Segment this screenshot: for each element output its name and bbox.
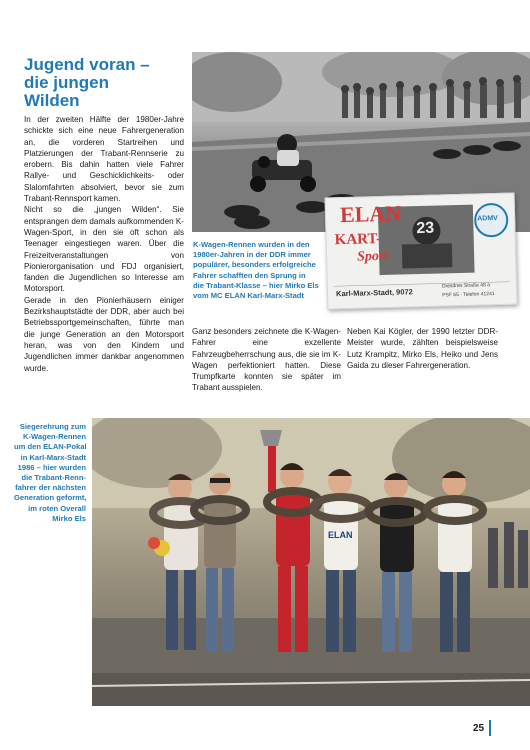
caption-top-line: populärer, besonders erfolgreiche <box>193 260 316 270</box>
ticket-kart-number: 23 <box>416 219 435 238</box>
ticket-badge: ADMV <box>477 214 498 223</box>
caption-bottom-line: Siegerehrung zum <box>19 422 86 431</box>
heading-line-2: die jungen <box>24 73 109 92</box>
section-heading <box>24 56 184 110</box>
right-column-text: Neben Kai Kögler, der 1990 letzter DDR-Meister wurde, zählten beispielsweise Lutz Krampitz, Mirko Els, Heiko und Jens Gaida zu dieser Fahrergeneration. <box>347 327 498 370</box>
top-photo-caption <box>193 240 333 301</box>
paragraph-2: Nicht so die „jungen Wilden“. Sie entsprangen dem damals aufkommenden K-Wagen-Sport, in den sie oft schon als Teenager eingestiegen waren. Über die Freizeitveranstaltungen von Pionierorganisation und FDJ organisiert, fanden die Jugendlichen so Interesse am Motorsport. <box>24 205 184 294</box>
ticket-address: Karl-Marx-Stadt, 9072 <box>335 287 413 299</box>
caption-bottom-line: 1986 – hier wurden <box>17 462 86 472</box>
award-ceremony-illustration <box>92 418 530 706</box>
caption-bottom-line: Generation geformt, <box>14 493 87 503</box>
caption-bottom-line: in Karl-Marx-Stadt <box>20 452 86 462</box>
heading-line-1: Jugend voran – <box>24 55 150 74</box>
left-column-text <box>24 114 184 374</box>
caption-bottom-line: fahrer der nächsten <box>15 483 86 493</box>
ticket-brand: ELAN <box>339 200 402 228</box>
caption-bottom-line: um den ELAN-Pokal <box>14 442 87 452</box>
caption-top-line: 1980er-Jahren in der DDR immer <box>193 250 311 260</box>
caption-top-line: Fahrer schafften den Sprung in <box>193 270 306 280</box>
caption-top-line: die Trabant-Klasse – hier Mirko Els <box>193 280 319 290</box>
jersey-text: ELAN <box>328 530 353 540</box>
ticket-phone: PSF 65 · Telefon 41241 <box>442 291 495 299</box>
caption-bottom-line: Mirko Els <box>52 513 86 523</box>
page-number-bar <box>489 720 491 736</box>
caption-bottom-line: im roten Overall <box>28 503 86 513</box>
paragraph-1: In der zweiten Hälfte der 1980er-Jahre schickte sich eine neue Fahrergeneration an, die vorderen Startreihen und Platzierungen der Trabant-Rennserie zu erobern. Bis dahin hatten viele Fahrer Rallye- und Geschicklichkeits- oder Slalomfahrten absolviert, bevor sie zum Trabant-Rennsport kamen. <box>24 115 184 204</box>
elan-kart-sport-ticket <box>325 193 518 310</box>
ticket-street: Dresdner Straße 48 a <box>441 282 491 290</box>
caption-top-line: vom MC ELAN Karl-Marx-Stadt <box>193 291 304 301</box>
bottom-photo-caption <box>14 422 86 524</box>
ticket-word-kart: KART- <box>334 231 382 249</box>
caption-top-line: K-Wagen-Rennen wurden in den <box>193 240 310 249</box>
caption-bottom-line: die Trabant-Renn- <box>21 473 86 483</box>
middle-column-text: Ganz besonders zeichnete die K-Wagen-Fahrer eine exzellente Fahrzeugbeherrschung aus, die sie im K-Wagen perfektioniert hatten. Diese Trumpfkarte konnten sie später im Trabant ausspielen. <box>192 327 341 393</box>
page-number: 25 <box>473 723 485 734</box>
ticket-word-sport: Sport <box>356 248 389 265</box>
award-ceremony-photo <box>92 418 530 706</box>
heading-line-3: Wilden <box>24 91 80 110</box>
paragraph-3: Gerade in den Pionierhäusern einiger Bezirkshauptstädte der DDR, aber auch bei Betriebssportgemeinschaften, führte man die junge Generation an den Motorsport heran, was von den Kindern und Jugendlichen immer dankbar angenommen wurde. <box>24 295 184 373</box>
caption-bottom-line: K-Wagen-Rennen <box>23 432 86 442</box>
